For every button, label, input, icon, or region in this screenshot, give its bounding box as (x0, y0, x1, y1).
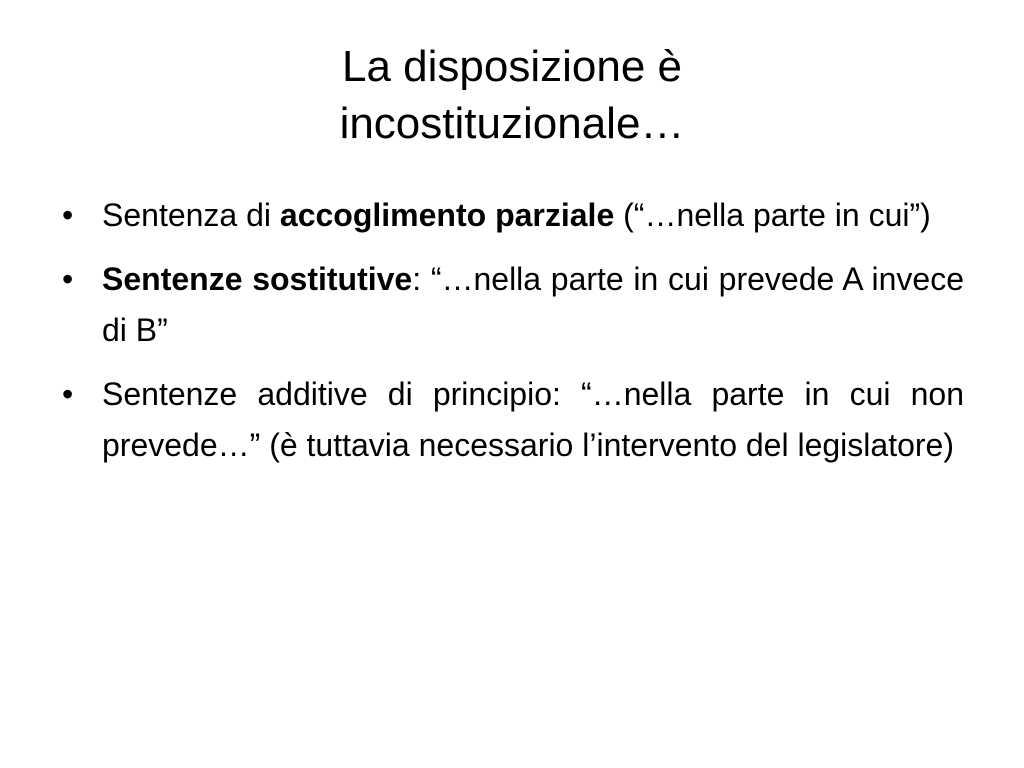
bullet-icon: • (62, 376, 74, 412)
slide-title (62, 38, 962, 152)
bullet-text-bold: accoglimento parziale (279, 197, 615, 233)
slide-title-line-1: La disposizione è (341, 42, 682, 91)
bullet-text-post: (“…nella parte in cui”) (614, 197, 931, 233)
bullet-item-sentenze-additive (62, 369, 964, 471)
bullet-text-post: : “…nella parte in cui prevede A invece di B” (102, 261, 964, 348)
bullet-list (62, 190, 964, 484)
bullet-item-sentenze-sostitutive (62, 254, 964, 356)
bullet-icon: • (62, 261, 74, 297)
bullet-item-accoglimento-parziale (62, 190, 964, 241)
bullet-text-bold: Sentenze sostitutive (102, 261, 413, 297)
slide-title-line-2: incostituzionale… (339, 99, 685, 148)
bullet-icon: • (62, 197, 74, 233)
bullet-text-pre: Sentenza di (102, 197, 280, 233)
bullet-text-pre: Sentenze additive di principio: “…nella parte in cui non prevede…” (è tuttavia necessario l’intervento del legislatore) (102, 376, 964, 463)
